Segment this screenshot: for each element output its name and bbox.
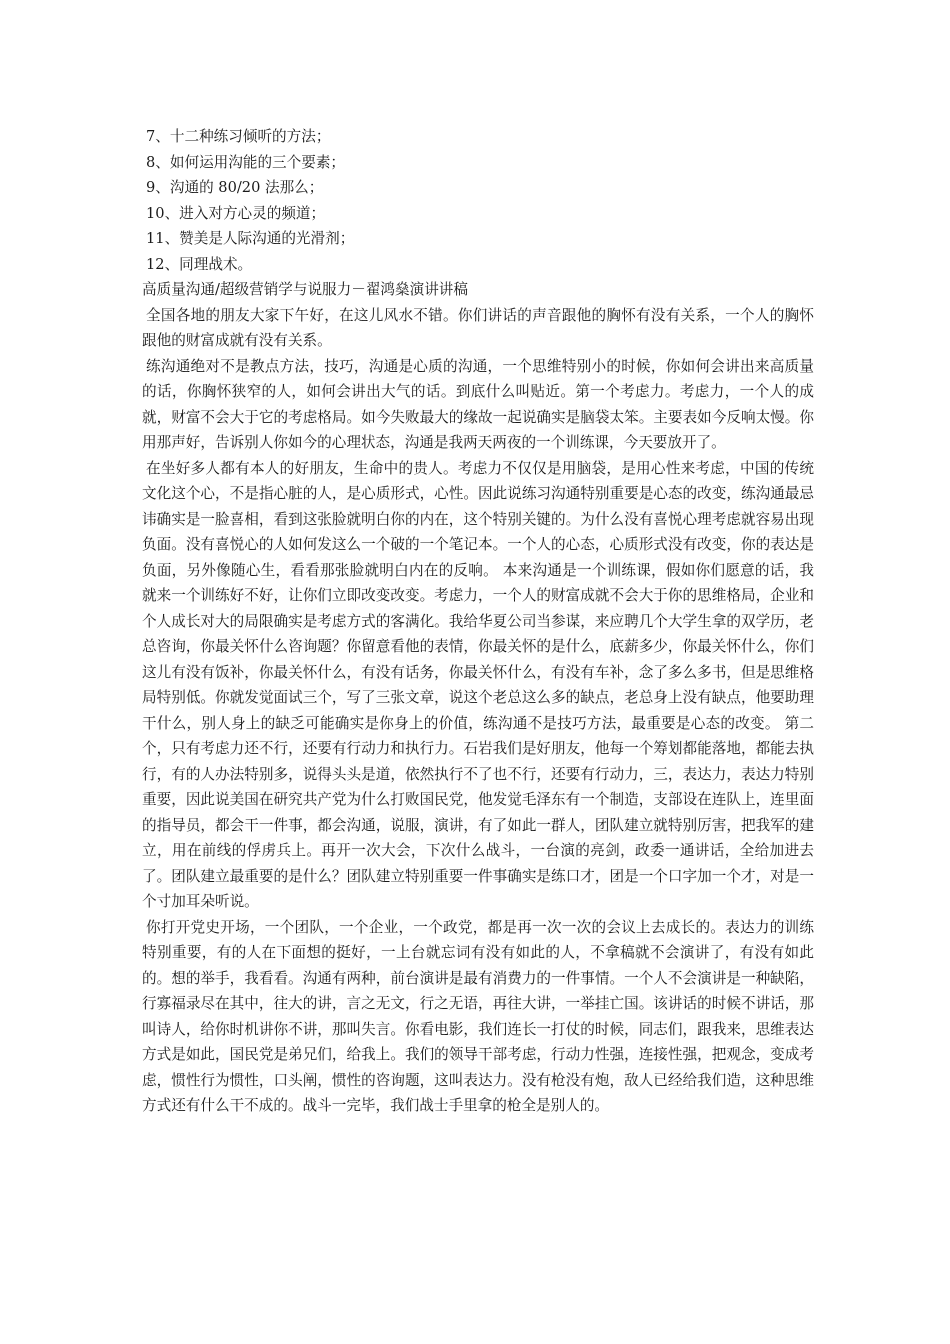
list-item: 10、进入对方心灵的频道； xyxy=(146,204,326,222)
list-item: 8、如何运用沟能的三个要素； xyxy=(146,153,346,171)
paragraph-expression: 你打开党史开场，一个团队，一个企业，一个政党，都是再一次一次的会议上去成长的。表达力的训练特别重要，有的人在下面想的挺好，一上台就忘词有没有如此的人，不拿稿就不会演讲了，有没有如此的。想的举手，我看看。沟通有两种，前台演讲是最有消费力的一件事情。一个人不会演讲是一种缺陷，行寡福录尽在其中，往大的讲，言之无文，行之无语，再往大讲，一举挂亡国。该讲话的时候不讲话，那叫诗人，给你时机讲你不讲，那叫失言。你看电影，我们连长一打仗的时候，同志们，跟我来，思维表达方式是如此，国民党是弟兄们，给我上。我们的领导干部考虑，行动力性强，连接性强，把观念，变成考虑，惯性行为惯性，口头阐，惯性的咨询题，这叫表达力。没有枪没有炮，敌人已经给我们造，这种思维方式还有什么干不成的。战斗一完毕，我们战士手里拿的枪全是别人的。 xyxy=(142,918,814,1114)
list-item: 9、沟通的 80/20 法那么； xyxy=(146,179,324,196)
list-item: 7、十二种练习倾听的方法； xyxy=(146,128,331,145)
paragraph-thinking: 练沟通绝对不是教点方法，技巧，沟通是心质的沟通，一个思维特别小的时候，你如何会讲出来高质量的话，你胸怀狭窄的人，如何会讲出大气的话。到底什么叫贴近。第一个考虑力。考虑力，一个人的成就，财富不会大于它的考虑格局。如今失败最大的缘故一起说确实是脑袋太笨。主要表如今反响太慢。你用那声好，告诉别人你如今的心理状态，沟通是我两天两夜的一个训练课，今天要放开了。 xyxy=(142,357,814,451)
list-item: 12、同理战术。 xyxy=(146,255,253,273)
document-page xyxy=(142,124,814,1119)
list-item: 11、赞美是人际沟通的光滑剂； xyxy=(146,230,355,247)
paragraph-mindset: 在坐好多人都有本人的好朋友，生命中的贵人。考虑力不仅仅是用脑袋，是用心性来考虑，中国的传统文化这个心，不是指心脏的人，是心质形式，心性。因此说练习沟通特别重要是心态的改变，练沟通最忌讳确实是一脸喜相，看到这张脸就明白你的内在，这个特别关键的。为什么没有喜悦心理考虑就容易出现负面。没有喜悦心的人如何发这么一个破的一个笔记本。一个人的心态，心质形式没有改变，你的表达是负面，另外像随心生，看看那张脸就明白内在的反响。 本来沟通是一个训练课，假如你们愿意的话，我就来一个训练好不好，让你们立即改变改变。考虑力，一个人的财富成就不会大于你的思维格局，企业和个人成长对大的局限确实是考虑方式的客满化。我给华夏公司当参谋，来应聘几个大学生拿的双学历，老总咨询，你最关怀什么咨询题？你留意看他的表情，你最关怀的是什么，底薪多少，你最关怀什么，你们这儿有没有饭补，你最关怀什么，有没有话务，你最关怀什么，有没有车补，念了多么多书，但是思维格局特别低。你就发觉面试三个，写了三张文章，说这个老总这么多的缺点，老总身上没有缺点，他要助理干什么，别人身上的缺乏可能确实是你身上的价值，练沟通不是技巧方法，最重要是心态的改变。 第二个，只有考虑力还不行，还要有行动力和执行力。石岩我们是好朋友，他每一个筹划都能落地，都能去执行，有的人办法特别多，说得头头是道，依然执行不了也不行，还要有行动力，三，表达力，表达力特别重要，因此说美国在研究共产党为什么打败国民党，他发觉毛泽东有一个制造，支部设在连队上，连里面的指导员，都会干一件事，都会沟通，说服，演讲，有了如此一群人，团队建立就特别厉害，把我军的建立，用在前线的俘虏兵上。再开一次大会，下次什么战斗，一台演的亮剑，政委一通讲话，全给加进去了。团队建立最重要的是什么？团队建立特别重要一件事确实是练口才，团是一个口字加一个才，对是一个寸加耳朵听说。 xyxy=(142,459,814,910)
document-title: 高质量沟通/超级营销学与说服力－翟鸿燊演讲讲稿 xyxy=(142,281,468,298)
paragraph-greeting: 全国各地的朋友大家下午好，在这儿风水不错。你们讲话的声音跟他的胸怀有没有关系，一个人的胸怀跟他的财富成就有没有关系。 xyxy=(142,306,814,349)
